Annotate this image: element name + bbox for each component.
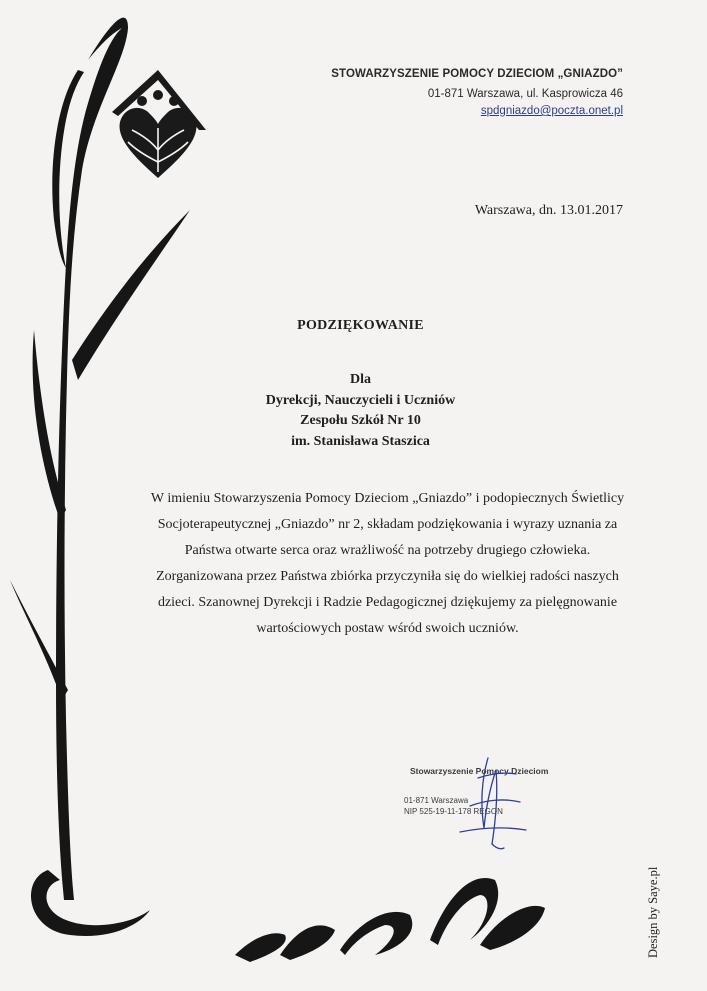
stamp-line: 01-871 Warszawa bbox=[404, 796, 469, 805]
body-line: W imieniu Stowarzyszenia Pomocy Dzieciom „Gniazdo” i podopiecznych Świetlicy bbox=[150, 491, 625, 506]
body-line: Państwa otwarte serca oraz wrażliwość na potrzeby drugiego człowieka. bbox=[184, 543, 591, 558]
organization-email-link[interactable]: spdgniazdo@poczta.onet.pl bbox=[480, 105, 623, 117]
handwritten-signature bbox=[430, 748, 580, 858]
body-line: dzieci. Szanownej Dyrekcji i Radzie Pedagogicznej dziękujemy za pielęgnowanie bbox=[157, 595, 618, 610]
recipient-line: Dyrekcji, Nauczycieli i Uczniów bbox=[265, 392, 456, 408]
design-credit: Design by Saye.pl bbox=[646, 866, 660, 958]
organization-address: 01-871 Warszawa, ul. Kasprowicza 46 bbox=[427, 88, 623, 100]
recipient-line: Zespołu Szkół Nr 10 bbox=[300, 413, 421, 428]
body-line: Socjoterapeutycznej „Gniazdo” nr 2, składam podziękowania i wyrazy uznania za bbox=[157, 517, 618, 532]
stamp-line: NIP 525-19-11-178 REGON bbox=[404, 807, 503, 816]
letter-date: Warszawa, dn. 13.01.2017 bbox=[474, 203, 623, 218]
recipient-line: im. Stanisława Staszica bbox=[291, 433, 430, 449]
letter-body bbox=[110, 486, 665, 642]
body-line: wartościowych postaw wśród swoich uczniów. bbox=[256, 621, 519, 636]
stamp-line: Stowarzyszenie Pomocy Dzieciom bbox=[410, 766, 549, 776]
recipient-line: Dla bbox=[350, 372, 371, 387]
letterhead bbox=[331, 68, 623, 117]
recipient-block bbox=[0, 370, 707, 452]
letter-title: PODZIĘKOWANIE bbox=[297, 318, 424, 333]
body-line: Zorganizowana przez Państwa zbiórka przyczyniła się do wielkiej radości naszych bbox=[156, 569, 619, 584]
organization-name: STOWARZYSZENIE POMOCY DZIECIOM „GNIAZDO” bbox=[331, 68, 623, 80]
